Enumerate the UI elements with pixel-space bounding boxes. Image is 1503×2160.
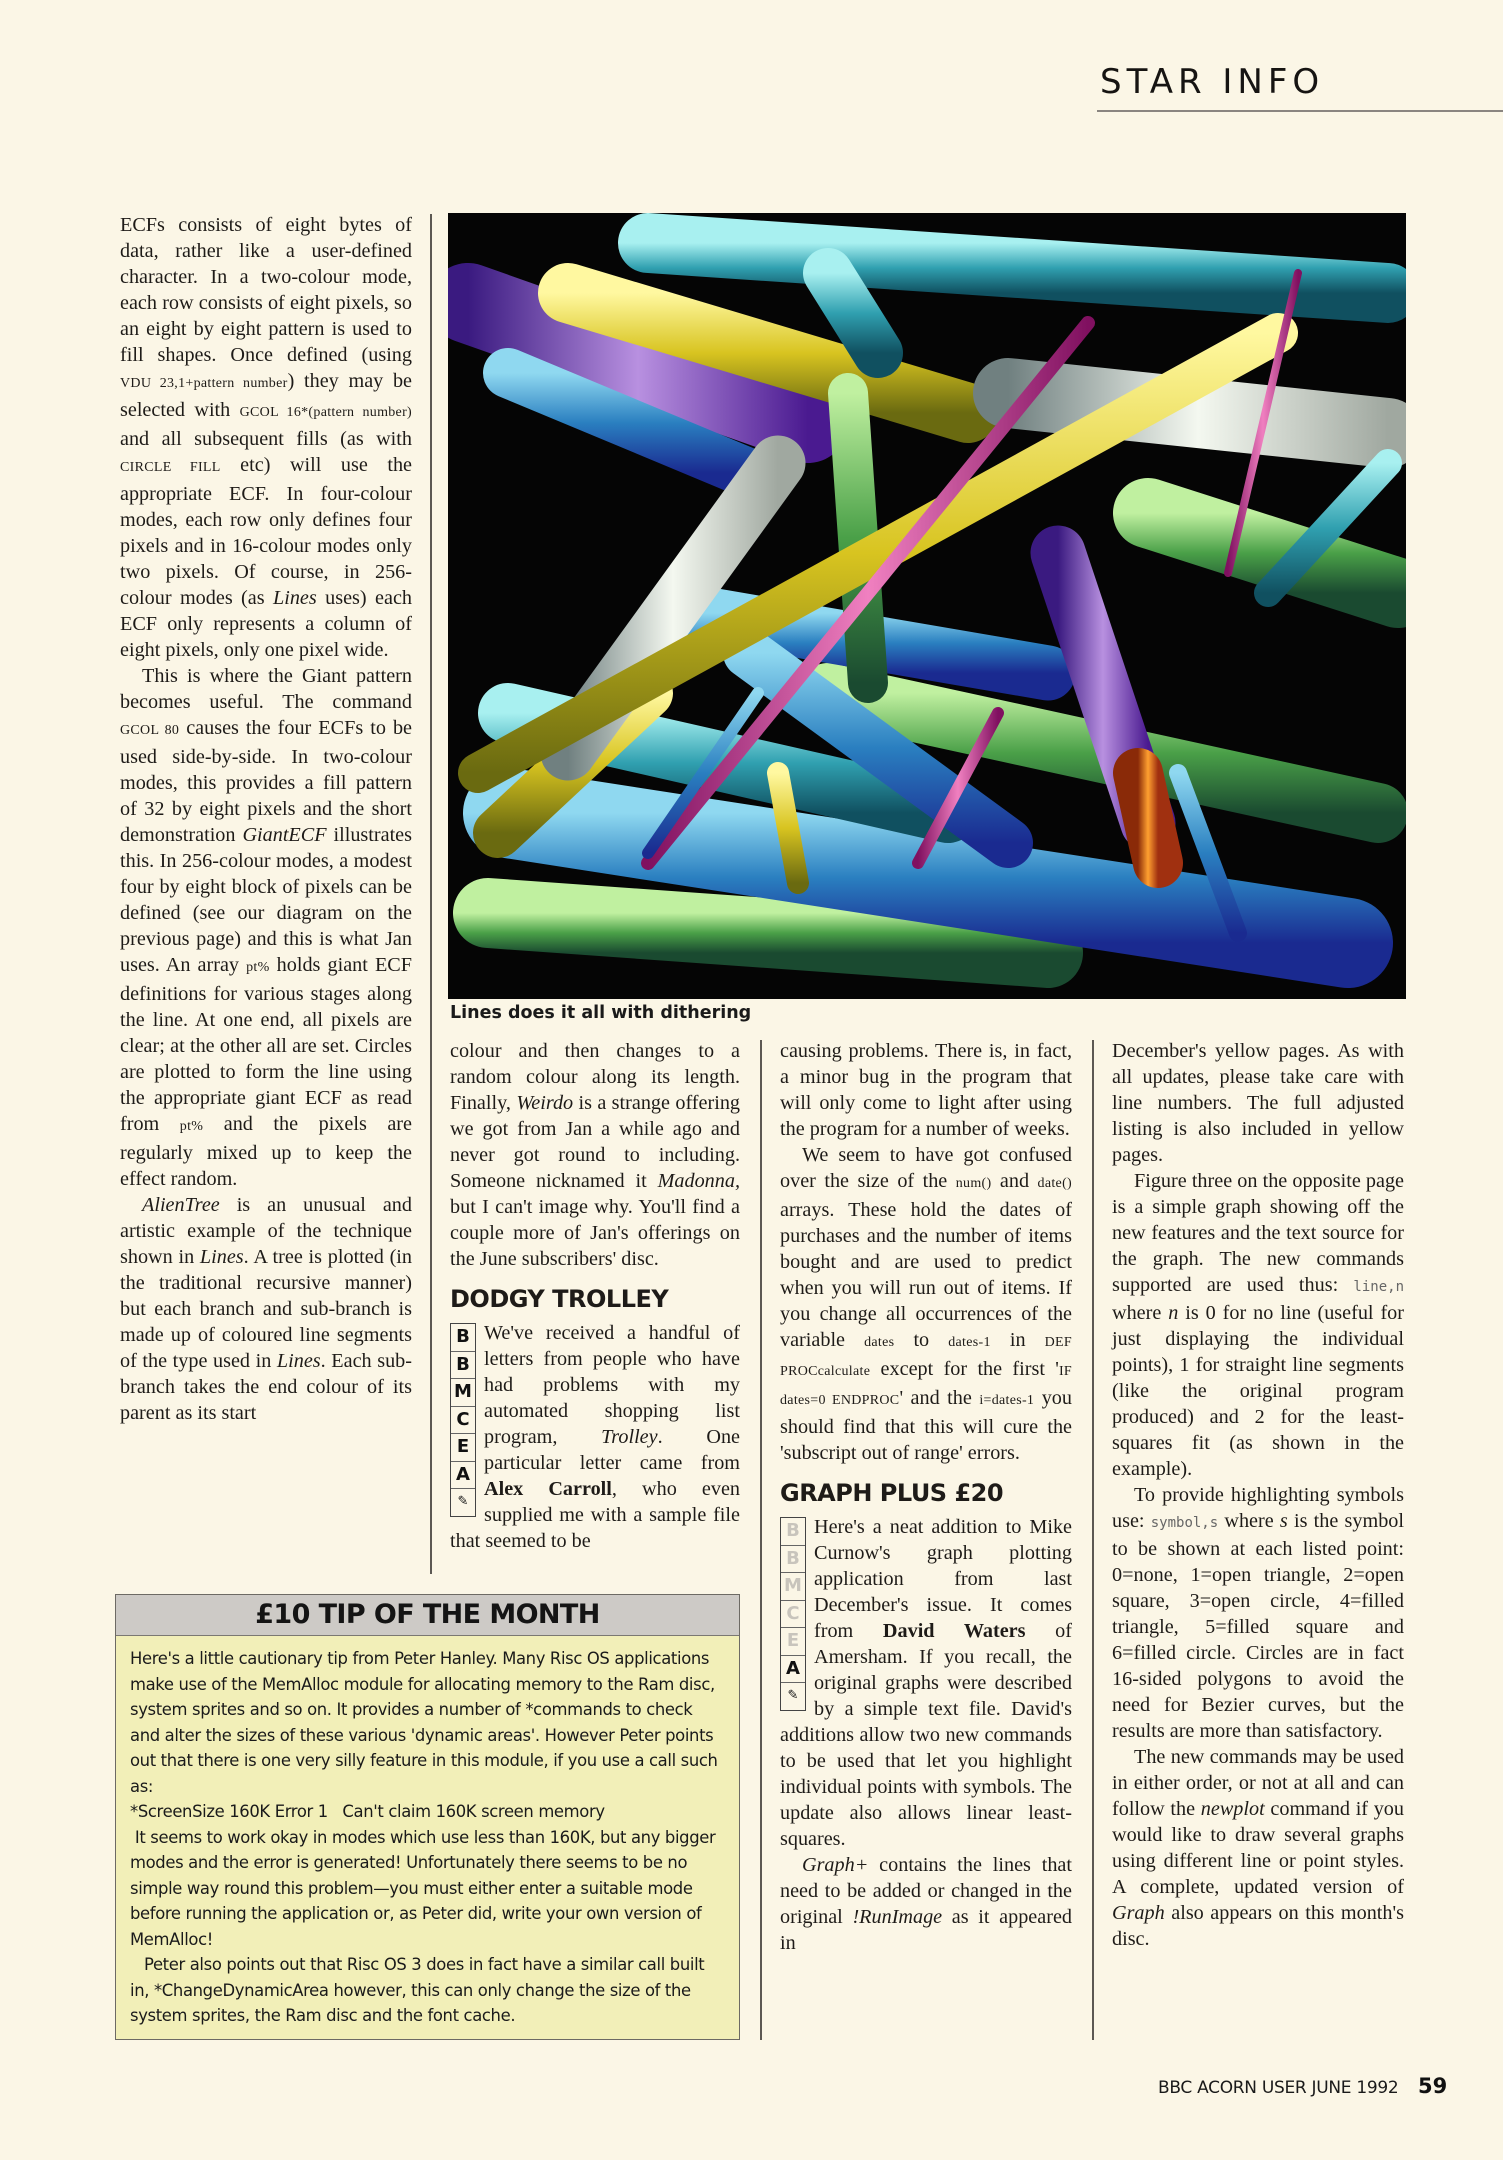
paragraph: colour and then changes to a random colour along its length. Finally, Weirdo is a strange offering we got from Jan a while ago and never got round to including. Someone nicknamed it Madonna, but I can't image why. You'll find a couple more of Jan's offerings on the June subscribers' disc. (450, 1040, 741, 1270)
column-rule (1092, 1040, 1094, 2040)
badge-a3000-icon: ✎ (787, 1688, 799, 1703)
badge-letter-m: M (781, 1573, 805, 1601)
paragraph: We've received a handful of letters from people who have had problems with my automated shopping list program, Trolley. One particular letter came from Alex Carroll, who even supplied me with a sample file that seemed to be (450, 1322, 741, 1552)
column-4 (1112, 1038, 1404, 1952)
bbc-micro-compatibility-badge (780, 1517, 806, 1711)
bbc-micro-compatibility-badge (450, 1323, 476, 1517)
paragraph: ECFs consists of eight bytes of data, rather like a user-defined character. In a two-colour mode, each row consists of eight pixels, so an eight by eight pattern is used to fill shapes. Once defined (using VDU 23,1+pattern number) they may be selected with GCOL 16*(pattern number) and all subsequent fills (as with CIRCLE FILL etc) will use the appropriate ECF. In four-colour modes, each row only defines four pixels and in 16-colour modes only two pixels. Of course, in 256-colour modes (as Lines uses) each ECF only represents a column of eight pixels, only one pixel wide. (120, 214, 413, 661)
column-1 (120, 212, 412, 1426)
paragraph: Here's a little cautionary tip from Peter Hanley. Many Risc OS applications make use of the MemAlloc module for allocating memory to the Ram disc, system sprites and so on. It provides a number of *commands to check and alter the sizes of these various 'dynamic areas'. However Peter points out that there is one very silly feature in this module, if you use a call such as: (130, 1649, 718, 1796)
paragraph: AlienTree is an unusual and artistic example of the technique shown in Lines. A tree is plotted (in the traditional recursive manner) but each branch and sub-branch is made up of coloured line segments of the type used in Lines. Each sub-branch takes the end colour of its parent as its start (120, 1194, 413, 1424)
paragraph: We seem to have got confused over the size of the num() and date() arrays. These hold the dates of purchases and the number of items bought and are used to predict when you will run out of items. If you change all occurrences of the variable dates to dates-1 in DEF PROCcalculate except for the first 'IF dates=0 ENDPROC' and the i=dates-1 you should find that this will cure the 'subscript out of range' errors. (780, 1144, 1072, 1464)
tip-of-the-month-box (115, 1594, 740, 2040)
paragraph: This is where the Giant pattern becomes useful. The command GCOL 80 causes the four ECFs to be used side-by-side. In two-colour modes, this provides a fill pattern of 32 by eight pixels and the short demonstration GiantECF illustrates this. In 256-colour modes, a modest four by eight block of pixels can be defined (see our diagram on the previous page) and this is what Jan uses. An array pt% holds giant ECF definitions for various stages along the line. At one end, all pixels are clear; at the other all are set. Circles are plotted to form the line using the appropriate giant ECF as read from pt% and the pixels are regularly mixed up to keep the effect random. (120, 665, 412, 1190)
lines-artwork-image (448, 213, 1406, 999)
section-rule (1097, 110, 1503, 112)
figure-caption: Lines does it all with dithering (450, 1003, 752, 1023)
badge-letter-b: B (781, 1518, 805, 1546)
paragraph: The new commands may be used in either order, or not at all and can follow the newplot command if you would like to draw several graphs using different line or point styles. A complete, updated version of Graph also appears on this month's disc. (1112, 1746, 1404, 1950)
badge-letter-e: E (781, 1628, 805, 1656)
paragraph: Here's a neat addition to Mike Curnow's graph plotting application from last December's issue. It comes from David Waters of Amersham. If you recall, the original graphs were described by a simple text file. David's additions allow two new commands to be used that let you highlight individual points with symbols. The update also allows linear least-squares. (780, 1516, 1072, 1850)
paragraph: To provide highlighting symbols use: symbol,s where s is the symbol to be shown at each listed point: 0=none, 1=open triangle, 2=open square, 3=open circle, 4=filled triangle, 5=filled square and 6=filled circle. Circles are in fact 16-sided polygons to avoid the need for Bezier curves, but the results are more than satisfactory. (1112, 1484, 1404, 1742)
badge-letter-b: B (781, 1546, 805, 1574)
section-title: STAR INFO (1100, 62, 1325, 102)
tip-box-title: £10 TIP OF THE MONTH (116, 1595, 739, 1636)
badge-letter-c: C (781, 1601, 805, 1629)
paragraph: Figure three on the opposite page is a simple graph showing off the new features and the text source for the graph. The new commands supported are used thus: line,n where n is 0 for no line (useful for just displaying the individual points), 1 for straight line segments (like the original program produced) and 2 for the least-squares fit (as shown in the example). (1112, 1170, 1404, 1480)
badge-letter-b: B (451, 1324, 475, 1352)
column-3 (780, 1038, 1072, 1956)
column-2 (450, 1038, 740, 1554)
badge-letter-m: M (451, 1379, 475, 1407)
heading-graph-plus: GRAPH PLUS £20 (780, 1479, 1004, 1507)
paragraph: Peter also points out that Risc OS 3 does in fact have a similar call built in, *ChangeDynamicArea however, this can only change the size of the system sprites, the Ram disc and the font cache. (130, 1955, 705, 2025)
badge-letter-a: A (451, 1462, 475, 1490)
badge-letter-c: C (451, 1407, 475, 1435)
badge-letter-e: E (451, 1434, 475, 1462)
paragraph: Graph+ contains the lines that need to be added or changed in the original !RunImage as it appeared in (780, 1854, 1072, 1954)
column-rule (760, 1040, 762, 2040)
paragraph: causing problems. There is, in fact, a minor bug in the program that will only come to light after using the program for a number of weeks. (780, 1040, 1072, 1140)
badge-letter-a: A (781, 1656, 805, 1684)
command-example: *ScreenSize 160K Error 1 Can't claim 160K screen memory (130, 1802, 605, 1821)
heading-dodgy-trolley: DODGY TROLLEY (450, 1285, 669, 1313)
badge-letter-b: B (451, 1352, 475, 1380)
badge-a3000-icon: ✎ (457, 1494, 469, 1509)
page-number: 59 (1418, 2074, 1448, 2098)
footer-publication: BBC ACORN USER JUNE 1992 (1158, 2078, 1399, 2098)
paragraph: December's yellow pages. As with all updates, please take care with line numbers. The full adjusted listing is also included in yellow pages. (1112, 1040, 1404, 1166)
column-rule (430, 214, 432, 1574)
paragraph: It seems to work okay in modes which use less than 160K, but any bigger modes and the error is generated! Unfortunately there seems to be no simple way round this problem—you must either enter a suitable mode before running the application or, as Peter did, write your own version of MemAlloc! (130, 1827, 721, 1949)
tip-box-body (116, 1636, 739, 2029)
figure-lines-screenshot (448, 213, 1406, 999)
